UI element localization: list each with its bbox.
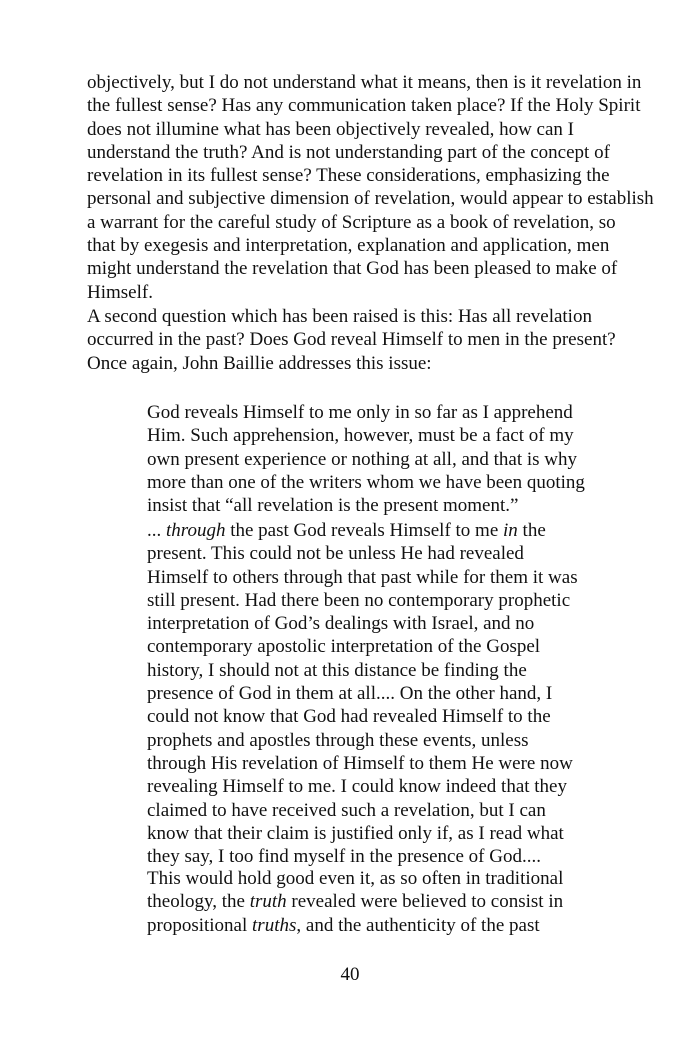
quote-line: still present. Had there been no contemporary prophetic (147, 589, 571, 611)
emphasis-text: truth (249, 891, 287, 913)
text-line: the fullest sense? Has any communication taken place? If the Holy Spirit (87, 95, 641, 117)
text-line: that by exegesis and interpretation, explanation and application, men (87, 235, 610, 257)
quote-line: through His revelation of Himself to them He were now (147, 752, 573, 774)
quote-text: ... (147, 520, 166, 541)
body-paragraph-1 (87, 71, 654, 304)
body-paragraph-2 (87, 305, 616, 375)
text-line: does not illumine what has been objectively revealed, how can I (87, 118, 574, 140)
block-quote-2 (147, 519, 578, 868)
block-quote-3 (147, 867, 563, 937)
quote-line: present. This could not be unless He had revealed (147, 543, 524, 565)
quote-line: God reveals Himself to me only in so far as I apprehend (147, 402, 573, 423)
quote-line: they say, I too find myself in the presence of God.... (147, 846, 541, 868)
block-quote-1 (147, 401, 585, 517)
quote-text: the past God reveals Himself to me (225, 520, 504, 541)
quote-line: Him. Such apprehension, however, must be a fact of my (147, 425, 574, 447)
quote-line: prophets and apostles through these events, unless (147, 729, 529, 751)
text-line: a warrant for the careful study of Scripture as a book of revelation, so (87, 211, 616, 233)
text-line: Himself. (87, 281, 153, 303)
quote-line: presence of God in them at all.... On the other hand, I (147, 683, 553, 705)
quote-line: insist that “all revelation is the present moment.” (147, 495, 519, 517)
quote-text: the (517, 520, 546, 541)
quote-line: claimed to have received such a revelation, but I can (147, 799, 546, 821)
emphasis-text: through (166, 520, 226, 541)
quote-line (147, 890, 563, 913)
quote-line (147, 914, 563, 937)
text-line: revelation in its fullest sense? These considerations, emphasizing the (87, 165, 610, 187)
quote-text: , and the authenticity of the past (296, 914, 540, 936)
quote-line: contemporary apostolic interpretation of the Gospel (147, 636, 541, 658)
quote-line: Himself to others through that past while for them it was (147, 566, 578, 588)
text-line: understand the truth? And is not understanding part of the concept of (87, 141, 610, 163)
text-line: A second question which has been raised is this: Has all revelation (87, 306, 592, 327)
quote-line: know that their claim is justified only if, as I read what (147, 822, 564, 844)
quote-line: more than one of the writers whom we have been quoting (147, 471, 585, 493)
quote-line: interpretation of God’s dealings with Israel, and no (147, 613, 535, 635)
quote-line: own present experience or nothing at all, and that is why (147, 448, 578, 470)
text-line: personal and subjective dimension of revelation, would appear to establish (87, 188, 654, 210)
emphasis-text: in (503, 520, 518, 541)
quote-line: could not know that God had revealed Himself to the (147, 706, 551, 728)
text-line: occurred in the past? Does God reveal Himself to men in the present? (87, 329, 616, 351)
text-line: objectively, but I do not understand what it means, then is it revelation in (87, 72, 642, 93)
quote-line: revealing Himself to me. I could know indeed that they (147, 776, 567, 798)
page-number: 40 (340, 964, 360, 985)
quote-text: revealed were believed to consist in (286, 891, 564, 913)
quote-line: history, I should not at this distance be finding the (147, 659, 527, 681)
text-line: Once again, John Baillie addresses this issue: (87, 352, 432, 374)
quote-line (147, 519, 578, 542)
quote-text: theology, the (147, 891, 250, 913)
quote-line: This would hold good even it, as so often in traditional (147, 868, 564, 889)
emphasis-text: truths (252, 914, 297, 936)
text-line: might understand the revelation that God has been pleased to make of (87, 258, 618, 280)
quote-text: propositional (147, 914, 253, 936)
